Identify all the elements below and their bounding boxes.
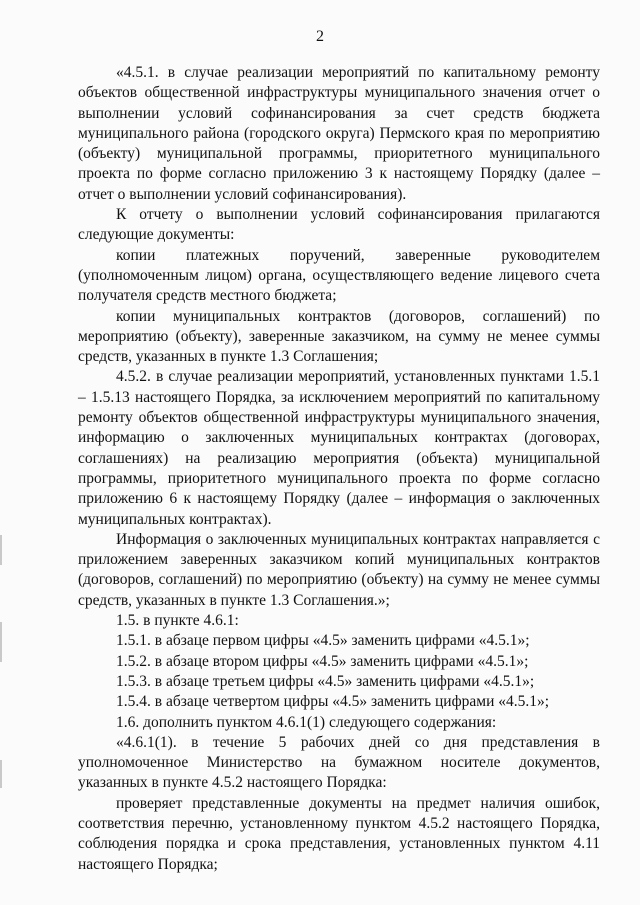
scan-edge-mark: [0, 535, 2, 565]
paragraph-contracts-info: Информация о заключенных муниципальных контрактах направляется с приложением заверенных заказчиком копий муниципальных контрактов (договоров, соглашений) по мероприятию (объекту) на сумму не менее суммы средств, указанных в пункте 1.3 Соглашения.»;: [78, 530, 600, 609]
paragraph-checks-documents: проверяет представленные документы на предмет наличия ошибок, соответствия перечню, установленному пунктом 4.5.2 настоящего Порядка, соблюдения порядка и срока представления, установленных пунктом 4.11 настоящего Порядка;: [78, 794, 600, 873]
paragraph-contract-copies: копии муниципальных контрактов (договоров, соглашений) по мероприятию (объекту), заверенные заказчиком, на сумму не менее суммы средств, указанных в пункте 1.3 Соглашения;: [78, 307, 600, 366]
document-body: [78, 63, 600, 875]
paragraph-1-5-4: 1.5.4. в абзаце четвертом цифры «4.5» заменить цифрами «4.5.1»;: [116, 693, 550, 711]
paragraph-payment-orders: копии платежных поручений, заверенные руководителем (уполномоченным лицом) органа, осуществляющего ведение лицевого счета получателя средств местного бюджета;: [78, 246, 600, 305]
paragraph-1-6: 1.6. дополнить пунктом 4.6.1(1) следующего содержания:: [116, 713, 497, 731]
scan-edge-mark: [0, 622, 2, 662]
paragraph-1-5-1: 1.5.1. в абзаце первом цифры «4.5» заменить цифрами «4.5.1»;: [116, 632, 530, 650]
paragraph-1-5: 1.5. в пункте 4.6.1:: [116, 612, 239, 630]
paragraph-4-5-2: 4.5.2. в случае реализации мероприятий, установленных пунктами 1.5.1 – 1.5.13 настоящего Порядка, за исключением мероприятий по капитальному ремонту объектов общественной инфраструктуры муниципального значения, информацию о заключенных муниципальных контрактах (договорах, соглашениях) на реализацию мероприятия (объекта) муниципальной программы, приоритетного муниципального проекта по форме согласно приложению 6 к настоящему Порядку (далее – информация о заключенных муниципальных контрактах).: [78, 368, 600, 528]
scan-edge-mark: [0, 760, 2, 788]
paragraph-attachments-intro: К отчету о выполнении условий софинансирования прилагаются следующие документы:: [78, 206, 600, 244]
paragraph-4-5-1: «4.5.1. в случае реализации мероприятий по капитальному ремонту объектов общественной инфраструктуры муниципального значения отчет о выполнении условий софинансирования за счет средств бюджета муниципального района (городского округа) Пермского края по мероприятию (объекту) муниципальной программы, приоритетного муниципального проекта по форме согласно приложению 3 к настоящему Порядку (далее – отчет о выполнении условий софинансирования).: [78, 64, 600, 203]
paragraph-1-5-3: 1.5.3. в абзаце третьем цифры «4.5» заменить цифрами «4.5.1»;: [116, 672, 535, 690]
paragraph-4-6-1-1: «4.6.1(1). в течение 5 рабочих дней со дня представления в уполномоченное Министерство на бумажном носителе документов, указанных в пункте 4.5.2 настоящего Порядка:: [78, 733, 600, 792]
page-number: 2: [316, 28, 324, 45]
paragraph-1-5-2: 1.5.2. в абзаце втором цифры «4.5» заменить цифрами «4.5.1»;: [116, 652, 529, 670]
